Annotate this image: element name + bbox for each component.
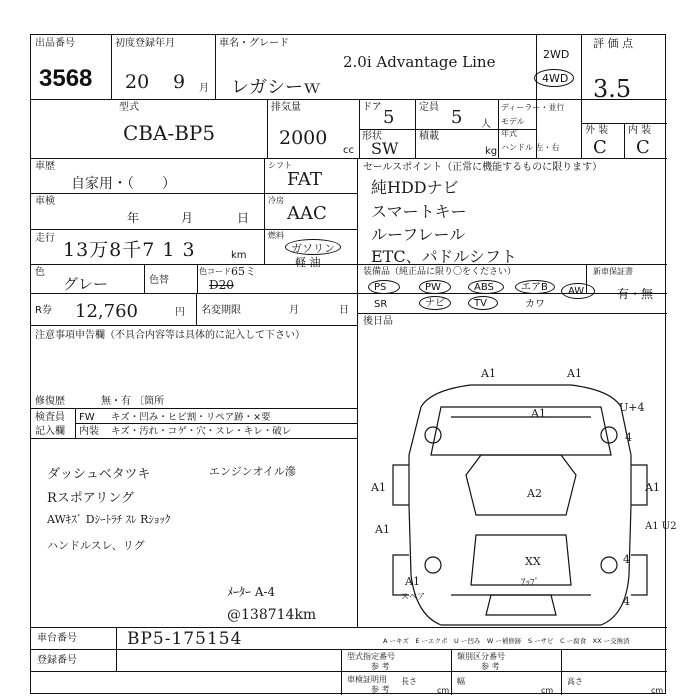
- chassis-label: 車台番号: [37, 633, 77, 644]
- sales-point-item: ETC、パドルシフト: [371, 247, 517, 266]
- inspector-note: AWｷｽﾞ Dｼｰﾄﾗﾁ ｽﾚ Rｼｮｯｸ: [47, 513, 171, 526]
- shift-label: シフト: [268, 161, 292, 170]
- capacity-unit: 人: [481, 119, 491, 130]
- grade: 2.0i Advantage Line: [343, 53, 496, 71]
- eval-label: 評 価 点: [593, 37, 633, 50]
- width-label: 幅: [457, 677, 465, 686]
- inspector-row1-head: FW: [79, 412, 95, 423]
- lot-number: 3568: [39, 65, 93, 92]
- color-code: D20: [209, 278, 234, 292]
- repair-label: 修復歴: [35, 396, 65, 407]
- damage-mark: 4: [625, 431, 632, 444]
- odo-note-2: @138714km: [227, 607, 317, 623]
- sales-point-item: スマートキー: [371, 202, 467, 221]
- name-label: 車名・グレード: [219, 38, 289, 49]
- model-year-label: モデル: [501, 117, 525, 126]
- fuel-diesel: 軽 油: [295, 256, 321, 269]
- car-diagram: [31, 35, 667, 695]
- mileage-label: 走行: [35, 233, 55, 244]
- inspector-note: ダッシュベタツキ: [47, 467, 151, 482]
- class-ref: 参 考: [481, 662, 500, 671]
- exterior-grade: C: [593, 137, 607, 158]
- inspector-row2-head: 内装: [79, 426, 99, 437]
- mileage: 13万8千7 1 3: [63, 239, 196, 261]
- mileage-unit: km: [231, 250, 247, 261]
- shift: FAT: [287, 169, 322, 190]
- type-label: 型式指定番号: [347, 652, 395, 661]
- warranty-value: 有・無: [617, 287, 654, 301]
- recycle-unit: 円: [175, 307, 185, 318]
- fuel-gasoline: ガソリン: [291, 242, 335, 255]
- equipment-item: AW: [568, 286, 585, 297]
- recycle-label: R券: [35, 305, 52, 316]
- damage-mark: ｱｯﾌﾟ: [521, 578, 540, 588]
- odo-note-1: ﾒｰﾀｰ A-4: [227, 585, 276, 599]
- shape-label: 形状: [362, 131, 382, 142]
- cert-label: 車検証明用: [347, 675, 387, 684]
- history-value: 自家用・（ ）: [71, 176, 176, 192]
- name-change-label: 名変期限: [201, 305, 241, 316]
- drive-4wd: 4WD: [542, 72, 569, 85]
- chassis: BP5-175154: [127, 629, 243, 649]
- history-label: 車歴: [35, 161, 55, 172]
- load-unit: kg: [485, 146, 498, 157]
- repair-value: 無・有 〔箇所: [101, 396, 165, 407]
- disp-unit: cc: [343, 145, 354, 156]
- damage-mark: A1 U2: [645, 521, 677, 532]
- height-label: 高さ: [567, 677, 583, 686]
- interior-label: 内 装: [628, 125, 652, 136]
- name-change-month: 月: [289, 305, 299, 316]
- name-change-day: 日: [339, 305, 349, 316]
- engine-note: エンジンオイル滲: [209, 465, 296, 478]
- reg-month: 9: [173, 71, 186, 93]
- inspector-label-2: 記入欄: [35, 426, 65, 437]
- equipment-item: PW: [425, 282, 441, 293]
- inspector-note: ハンドルスレ、リグ: [47, 539, 145, 552]
- damage-mark: スペア: [401, 592, 425, 601]
- capacity: 5: [451, 107, 463, 128]
- damage-mark: A1: [371, 481, 386, 494]
- capacity-label: 定員: [419, 102, 439, 113]
- load-label: 積載: [419, 131, 439, 142]
- recycle-value: 12,760: [75, 301, 138, 322]
- drive-2wd: 2WD: [543, 48, 570, 61]
- damage-mark: XX: [525, 555, 541, 568]
- reg-number-label: 登録番号: [37, 655, 77, 666]
- color-code-alt: 65ミ: [231, 265, 256, 278]
- damage-mark: A1: [567, 367, 582, 380]
- inspector-row1: キズ・凹み・ヒビ割・リペア跡・×要: [111, 412, 271, 423]
- damage-mark: 4: [623, 553, 630, 566]
- inspection-label: 車検: [35, 196, 55, 207]
- exterior-label: 外 装: [585, 125, 609, 136]
- damage-mark: U+4: [619, 401, 645, 414]
- reg-label: 初度登録年月: [115, 38, 175, 49]
- lot-label: 出品番号: [35, 38, 75, 49]
- damage-mark: A1: [375, 523, 390, 536]
- sales-point-item: ルーフレール: [371, 225, 466, 244]
- height-unit: cm: [651, 686, 664, 695]
- model: CBA-BP5: [123, 121, 216, 145]
- inspector-note: Rスポアリング: [47, 491, 135, 506]
- ac-label: 冷房: [268, 196, 284, 205]
- type-ref: 参 考: [371, 662, 390, 671]
- damage-mark: A1: [531, 407, 546, 420]
- equipment-item: SR: [374, 299, 388, 310]
- reg-month-unit: 月: [199, 83, 209, 94]
- handle-label: ハンドル 左・右: [501, 143, 560, 152]
- color: グレー: [63, 275, 109, 293]
- year-label: 年式: [501, 129, 517, 138]
- width-unit: cm: [541, 686, 554, 695]
- inspector-label-1: 検査員: [35, 412, 65, 423]
- equipment-item: TV: [474, 298, 487, 309]
- length-label: 長さ: [401, 677, 417, 686]
- insp-day: 日: [237, 211, 250, 225]
- rear-seat-label: 後日品: [363, 316, 393, 327]
- equipment-item: ABS: [474, 282, 494, 293]
- damage-mark: A1: [481, 367, 496, 380]
- damage-mark: A1: [405, 575, 420, 588]
- dealer-label: ディーラー・並行: [501, 103, 565, 112]
- car-name: レガシーｗ: [231, 77, 321, 98]
- equipment-item: PS: [374, 282, 387, 293]
- reg-year: 20: [125, 71, 150, 93]
- doors: 5: [383, 107, 395, 128]
- model-label: 型式: [119, 102, 139, 113]
- sales-point-item: 純HDDナビ: [371, 178, 459, 197]
- equipment-item: カワ: [525, 299, 545, 310]
- auction-sheet: [30, 34, 677, 695]
- class-label: 類別区分番号: [457, 652, 505, 661]
- color-code-label: 色コード: [199, 267, 231, 276]
- inspector-row2: キズ・汚れ・コゲ・穴・スレ・キレ・破レ: [111, 426, 292, 437]
- doors-label: ドア: [362, 102, 382, 113]
- insp-year: 年: [127, 211, 140, 225]
- disp-label: 排気量: [271, 102, 301, 113]
- new-warranty-label: 新車保証書: [593, 267, 633, 276]
- damage-legend: A ーキズ E ーエクボ U ー凹み W ー補修跡 S ーサビ C ー腐食 XX ー交換済: [383, 637, 630, 645]
- interior-grade: C: [636, 137, 650, 158]
- sales-points-label: セールスポイント（正常に機能するものに限ります）: [363, 162, 603, 173]
- color-label: 色: [35, 267, 45, 278]
- shape: SW: [371, 139, 399, 158]
- equipment-item: エアB: [521, 282, 548, 293]
- damage-mark: A1: [645, 481, 660, 494]
- disp: 2000: [279, 127, 328, 149]
- length-unit: cm: [437, 686, 450, 695]
- color-change-label: 色替: [149, 275, 169, 286]
- notes-label: 注意事項申告欄（不具合内容等は具体的に記入して下さい）: [35, 330, 305, 341]
- insp-month: 月: [181, 211, 194, 225]
- cert-ref: 参 考: [371, 685, 390, 694]
- fuel-label: 燃料: [268, 231, 284, 240]
- ac: AAC: [287, 203, 327, 224]
- eval-score: 3.5: [593, 75, 632, 103]
- damage-mark: A2: [527, 487, 542, 500]
- damage-mark: 4: [623, 595, 630, 608]
- equipment-label: 装備品（純正品に限り〇をください）: [363, 267, 517, 277]
- equipment-item: ナビ: [425, 298, 445, 309]
